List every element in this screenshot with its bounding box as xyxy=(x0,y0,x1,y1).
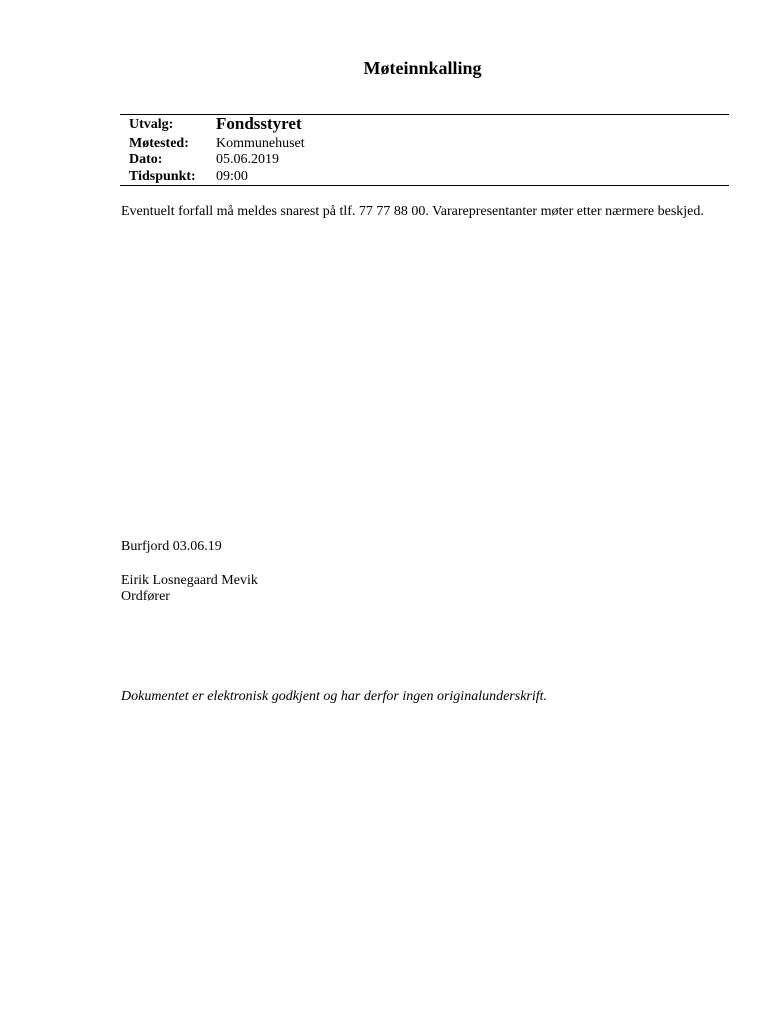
electronic-approval-note: Dokumentet er elektronisk godkjent og har derfor ingen originalunderskrift. xyxy=(121,689,548,704)
bottom-rule xyxy=(120,185,729,186)
committee-label: Utvalg: xyxy=(129,117,174,132)
venue-label: Møtested: xyxy=(129,136,189,151)
top-rule xyxy=(120,114,729,115)
date-label: Dato: xyxy=(129,152,163,167)
page-title: Møteinnkalling xyxy=(363,58,482,78)
signer-title: Ordfører xyxy=(121,589,170,604)
place-date: Burfjord 03.06.19 xyxy=(121,539,222,554)
absence-notice: Eventuelt forfall må meldes snarest på tlf. 77 77 88 00. Vararepresentanter møter etter nærmere beskjed. xyxy=(121,204,704,219)
time-label: Tidspunkt: xyxy=(129,169,196,184)
signer-name: Eirik Losnegaard Mevik xyxy=(121,573,258,588)
venue-value: Kommunehuset xyxy=(216,136,305,151)
time-value: 09:00 xyxy=(216,169,248,184)
committee-value: Fondsstyret xyxy=(216,114,302,133)
date-value: 05.06.2019 xyxy=(216,152,279,167)
